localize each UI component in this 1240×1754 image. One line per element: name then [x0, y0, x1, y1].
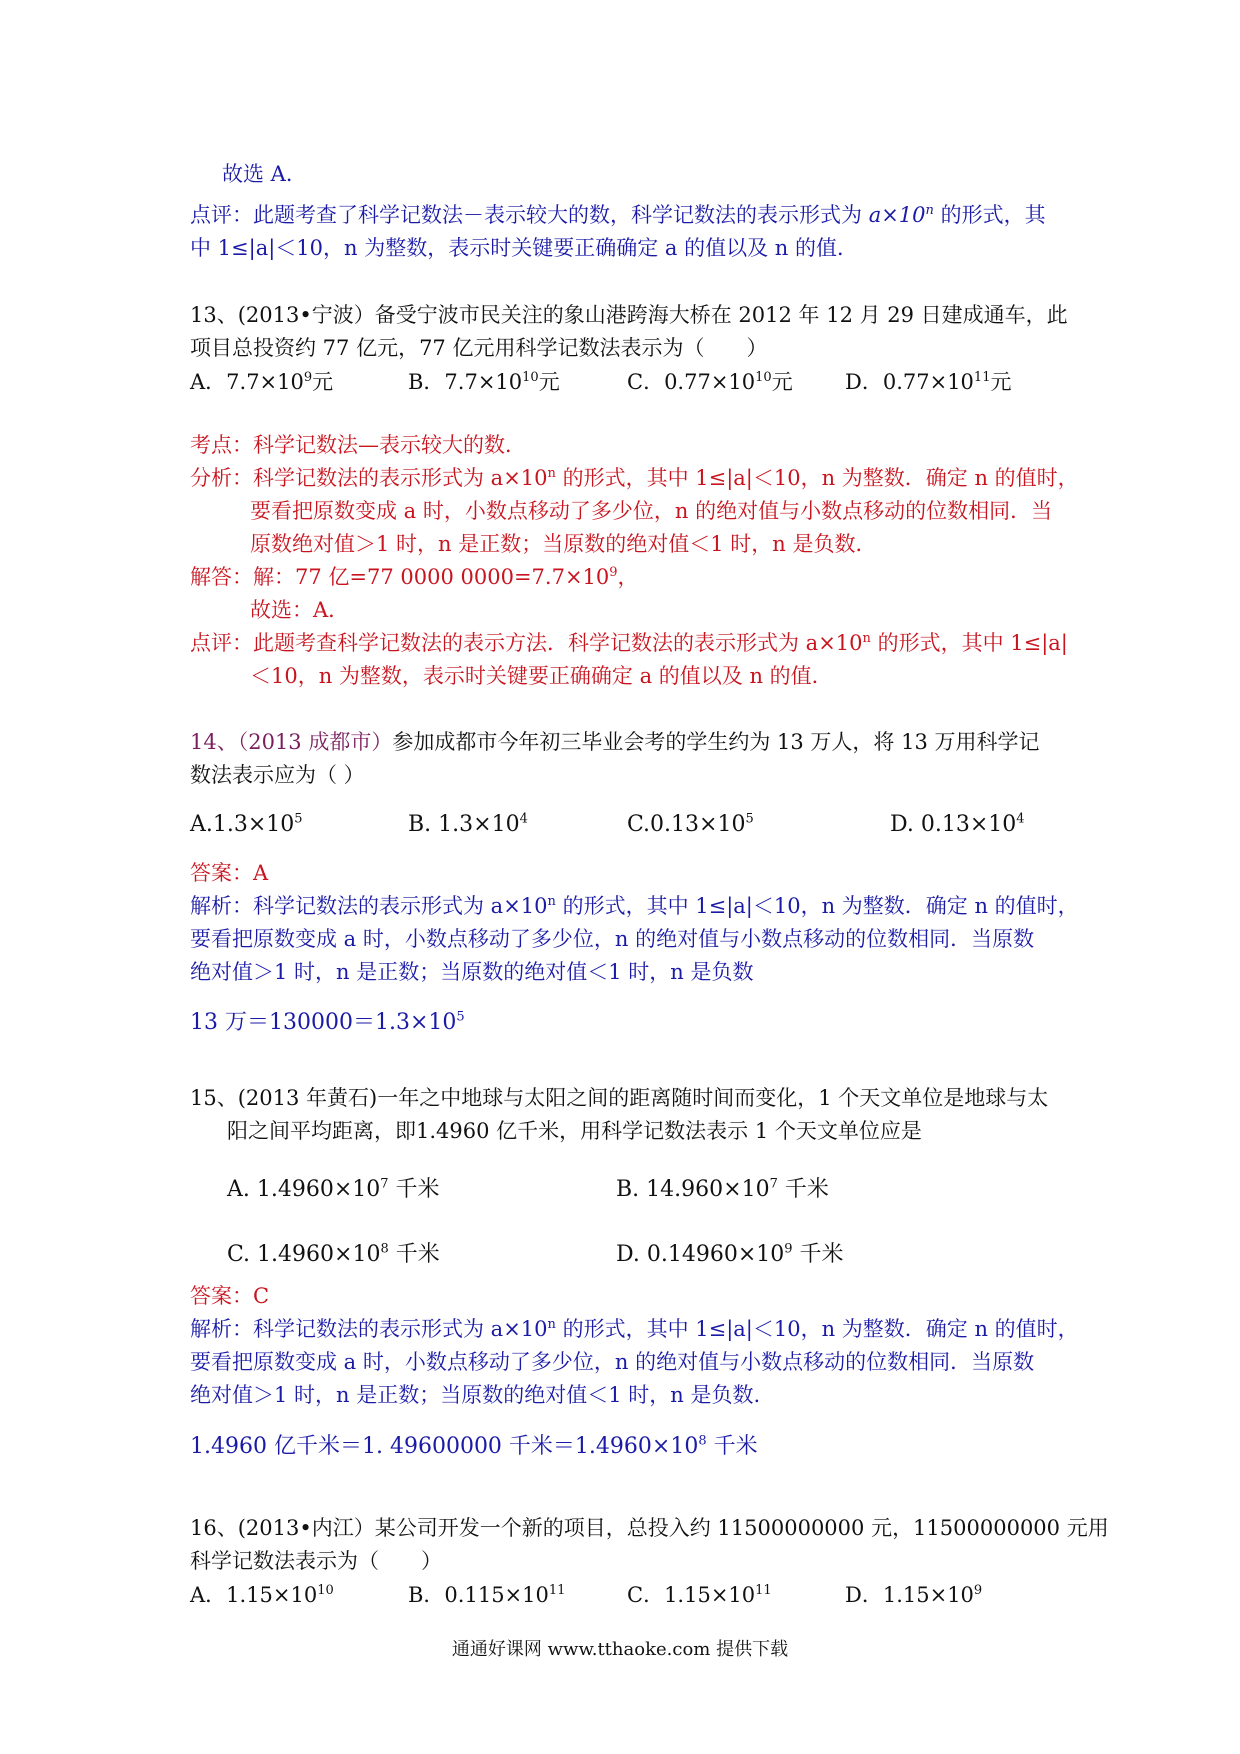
q13-fenxi-line-3: 原数绝对值＞1 时，n 是正数；当原数的绝对值＜1 时，n 是负数．	[250, 532, 877, 556]
q13-dianping-line-1: 点评：此题考查科学记数法的表示方法．科学记数法的表示形式为 $a\times 10^n$ 的形式，其中 1≤|a|	[190, 631, 1068, 655]
q14-option-a: $A.1.3\times 10^5$	[190, 811, 303, 837]
q14-jiexi-line-3: 绝对值＞1 时，n 是正数；当原数的绝对值＜1 时，n 是负数	[190, 960, 754, 984]
q15-jiexi-line-2: 要看把原数变成 a 时，小数点移动了多少位，n 的绝对值与小数点移动的位数相同．当原数	[190, 1350, 1035, 1374]
q13-jieda-line-2: 故选：A．	[250, 598, 350, 622]
top-dianping-text-a: 此题考查了科学记数法－表示较大的数，科学记数法的表示形式为	[253, 203, 869, 227]
q13-stem-line-2: 项目总投资约 77 亿元，77 亿元用科学记数法表示为（ ）	[190, 336, 768, 360]
q13-jieda-label: 解答：	[190, 565, 253, 589]
q13-option-c: C．$0.77\times 10^{10}$元	[627, 370, 793, 394]
q16-stem-line-2: 科学记数法表示为（ ）	[190, 1549, 442, 1573]
q14-stem-line-2: 数法表示应为（ ）	[190, 763, 365, 787]
q13-jieda-line-1: 解答：解：77 亿=77 0000 $0000=7.7\times 10^9$，	[190, 565, 639, 589]
q15-calc: 1.4960 亿千米＝1. 49600000 千米$=1.4960\times 10^8$ 千米	[190, 1433, 758, 1459]
q13-dianping-line-2: ＜10，n 为整数，表示时关键要正确确定 a 的值以及 n 的值．	[250, 664, 833, 688]
q15-option-c: C. $1.4960\times 10^8$ 千米	[227, 1241, 440, 1267]
q14-source: 14、（2013 成都市）	[190, 730, 393, 754]
q14-option-d: D. $0.13\times 10^4$	[890, 811, 1025, 837]
q13-kaodian	[190, 430, 526, 460]
q16-option-b: B．$0.115\times 10^{11}$	[408, 1583, 566, 1607]
q14-jiexi-line-2: 要看把原数变成 a 时，小数点移动了多少位，n 的绝对值与小数点移动的位数相同．当原数	[190, 927, 1035, 951]
q13-option-b: B．$7.7\times 10^{10}$元	[408, 370, 560, 394]
q15-answer: 答案：C	[190, 1284, 270, 1308]
q14-option-b: B. $1.3\times 10^4$	[408, 811, 528, 837]
q13-fenxi-label: 分析：	[190, 466, 253, 490]
q14-stem-line-1: 14、（2013 成都市）参加成都市今年初三毕业会考的学生约为 13 万人，将 13 万用科学记	[190, 730, 1040, 754]
q13-kaodian-label: 考点：	[190, 433, 253, 457]
q14-jiexi-line-1: 解析：科学记数法的表示形式为 $a\times 10^n$ 的形式，其中 1≤|a|＜10，n 为整数．确定 n 的值时，	[190, 894, 1079, 918]
q16-option-a: A．$1.15\times 10^{10}$	[190, 1583, 334, 1607]
top-dianping-line-1	[190, 200, 1046, 230]
q13-stem-line-1: 13、(2013•宁波）备受宁波市民关注的象山港跨海大桥在 2012 年 12 月 29 日建成通车，此	[190, 303, 1068, 327]
q15-stem-line-2: 阳之间平均距离，即1.4960 亿千米，用科学记数法表示 1 个天文单位应是	[227, 1119, 922, 1143]
q13-fenxi-line-1: 分析：科学记数法的表示形式为 $a\times 10^n$ 的形式，其中 1≤|a|＜10，n 为整数．确定 n 的值时，	[190, 466, 1079, 490]
q13-option-a: A．$7.7\times 10^9$元	[190, 370, 334, 394]
q14-answer: 答案：A	[190, 861, 269, 885]
q13-dianping-label: 点评：	[190, 631, 253, 655]
top-dianping-text-c: 的形式，其	[933, 203, 1046, 227]
q15-jiexi-line-1: 解析：科学记数法的表示形式为 $a\times 10^n$ 的形式，其中 1≤|a|＜10，n 为整数．确定 n 的值时，	[190, 1317, 1079, 1341]
q15-option-d: D. $0.14960\times 10^9$ 千米	[616, 1241, 844, 1267]
q16-option-c: C．$1.15\times 10^{11}$	[627, 1583, 772, 1607]
q13-fenxi-line-2: 要看把原数变成 a 时，小数点移动了多少位，n 的绝对值与小数点移动的位数相同．当	[250, 499, 1053, 523]
top-dianping-sup: n	[925, 203, 934, 218]
q15-jiexi-line-3: 绝对值＞1 时，n 是正数；当原数的绝对值＜1 时，n 是负数.	[190, 1383, 761, 1407]
top-dianping-text-b: a×10	[868, 203, 926, 227]
q15-option-a: A. $1.4960\times 10^7$ 千米	[227, 1176, 440, 1202]
q16-stem-line-1: 16、(2013•内江）某公司开发一个新的项目，总投入约 11500000000 元，11500000000 元用	[190, 1516, 1109, 1540]
q13-kaodian-text: 科学记数法—表示较大的数．	[253, 433, 526, 457]
q16-option-d: D．$1.15\times 10^9$	[845, 1583, 983, 1607]
q14-option-c: $C.0.13\times 10^5$	[627, 811, 754, 837]
q15-option-b: B. $14.960\times 10^7$ 千米	[616, 1176, 829, 1202]
q13-option-d: D．$0.77\times 10^{11}$元	[845, 370, 1012, 394]
q15-stem-line-1: 15、(2013 年黄石)一年之中地球与太阳之间的距离随时间而变化，1 个天文单位是地球与太	[190, 1086, 1049, 1110]
top-dianping-label: 点评：	[190, 203, 253, 227]
q14-calc: 13 万$=130000=1.3\times 10^5$	[190, 1009, 465, 1035]
page-footer: 通通好课网 www.tthaoke.com 提供下载	[451, 1639, 789, 1660]
top-dianping-line-2: 中 1≤|a|＜10，n 为整数，表示时关键要正确确定 a 的值以及 n 的值．	[190, 236, 858, 260]
top-gu-xuan: 故选 A．	[222, 162, 307, 186]
